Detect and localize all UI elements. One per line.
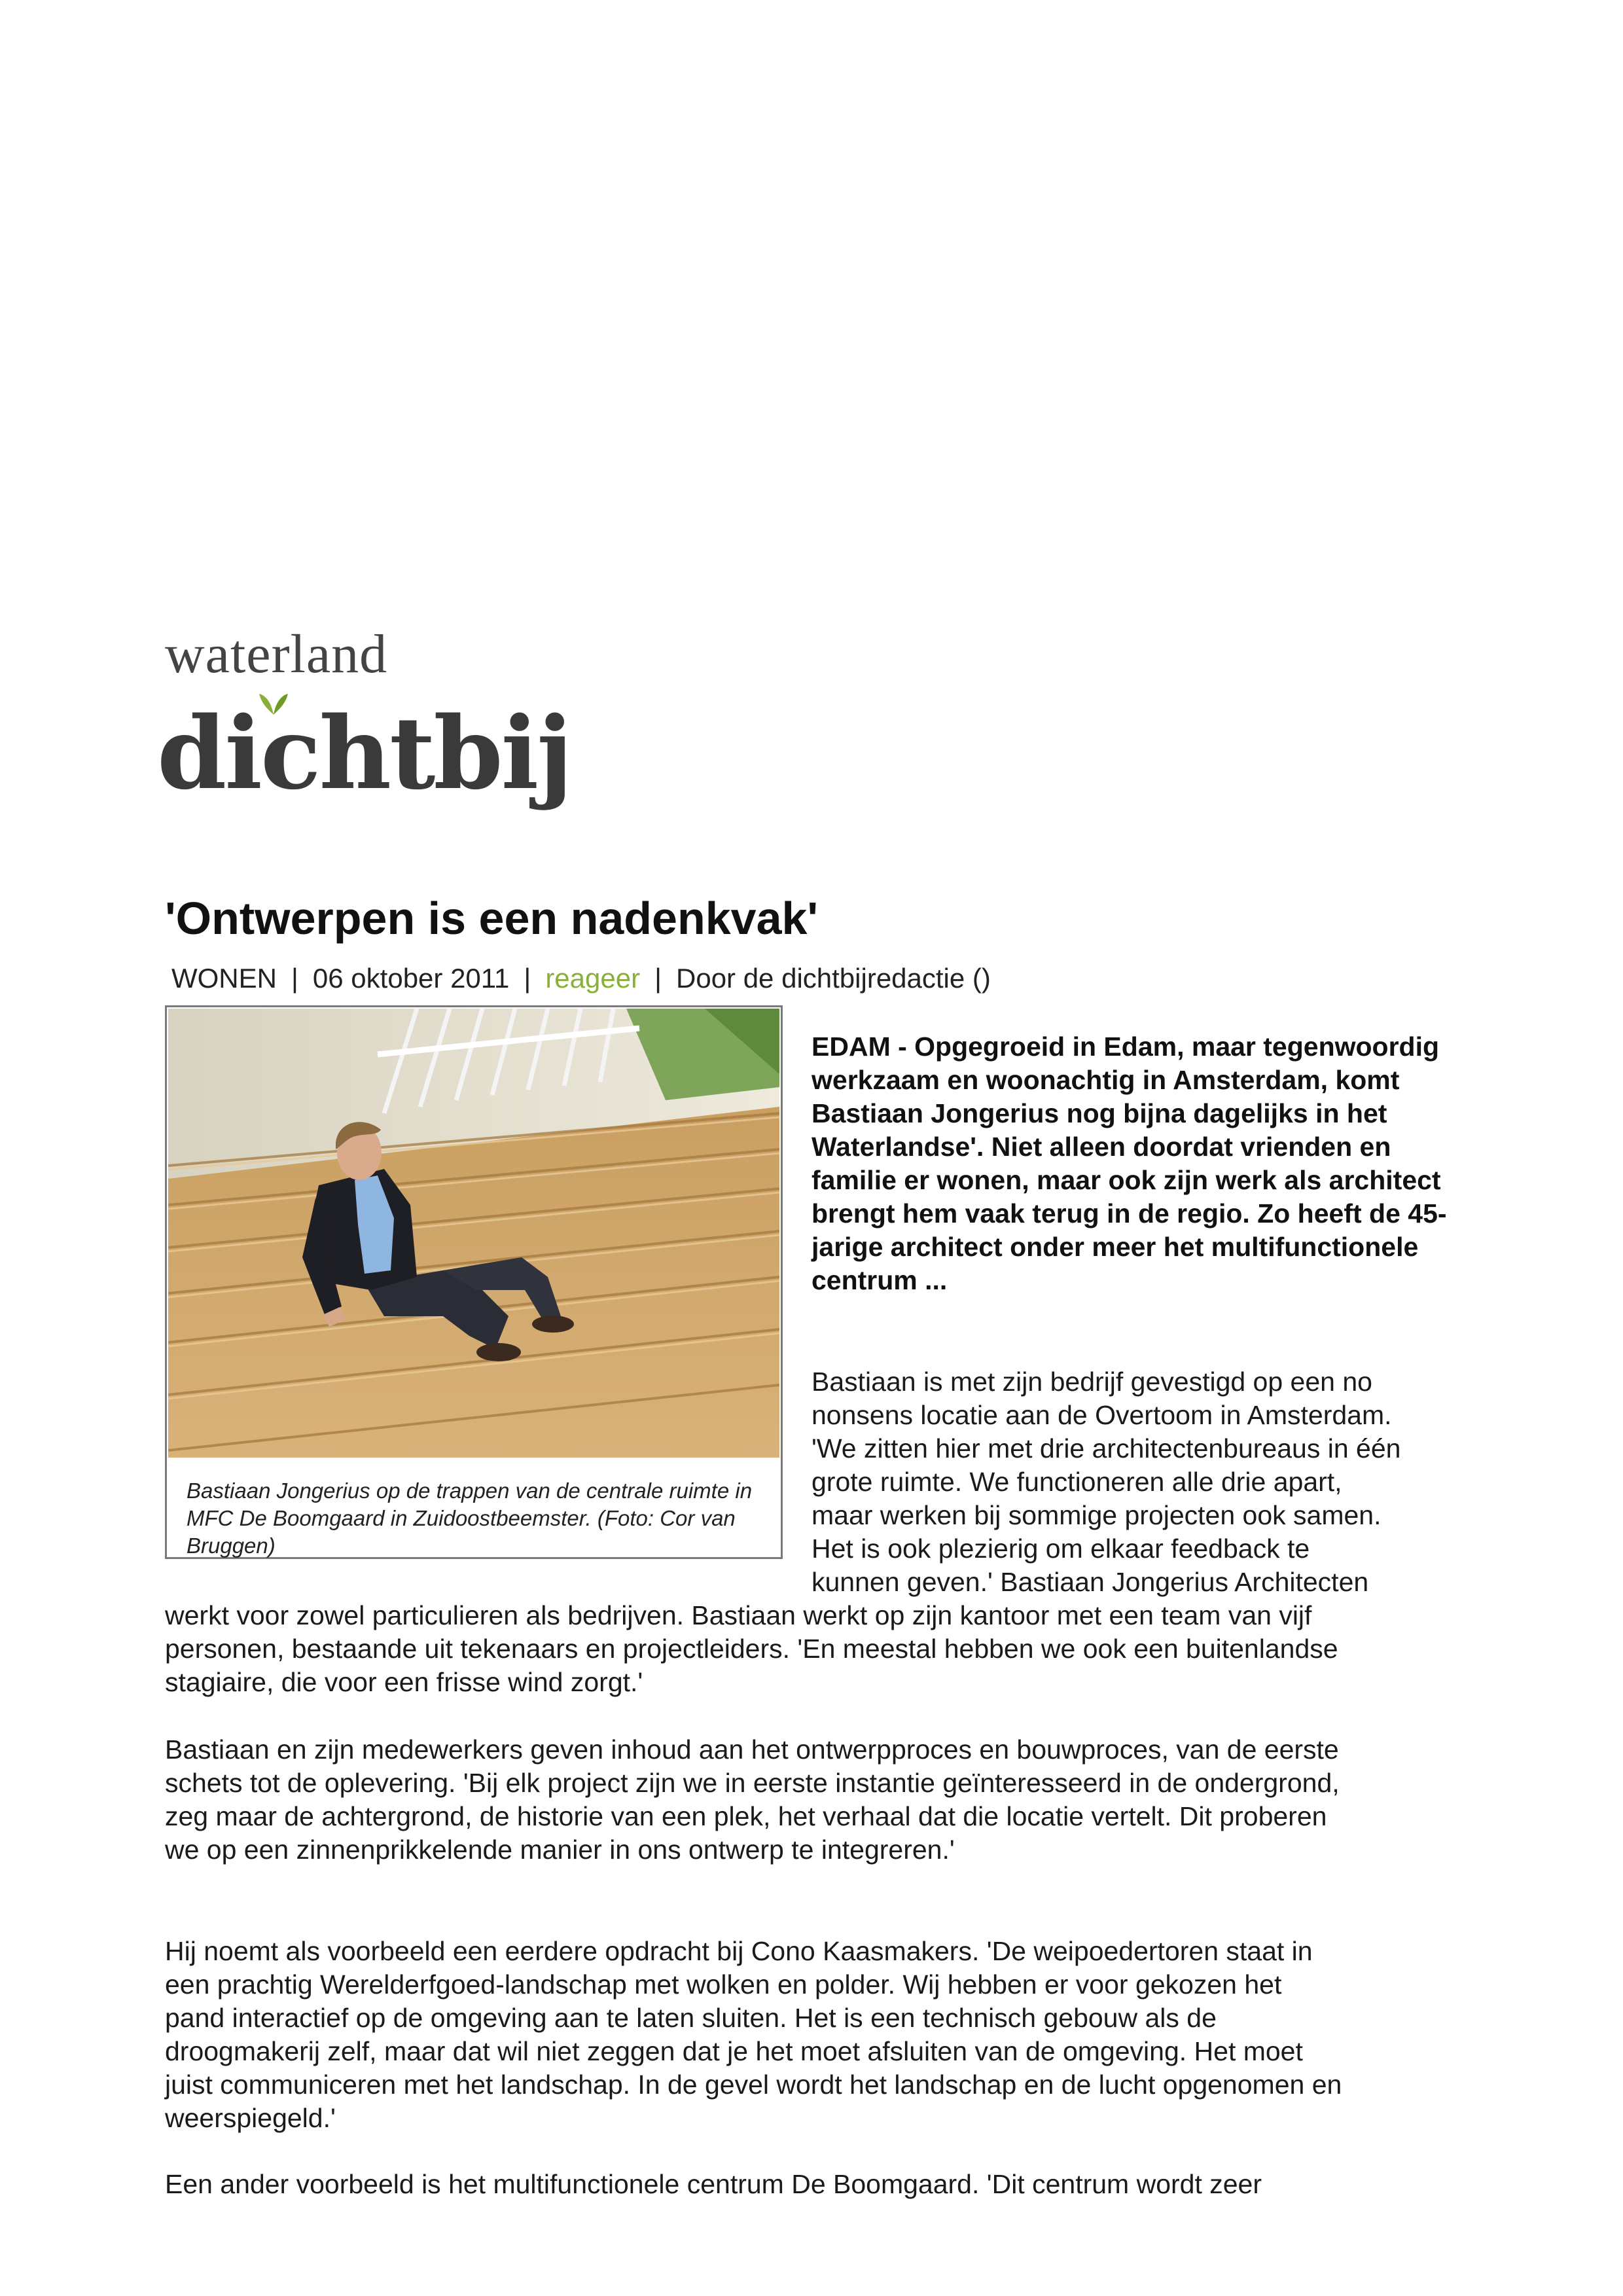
text-line: weerspiegeld.' xyxy=(165,2103,336,2133)
logo-waterland: waterland xyxy=(165,624,388,685)
category-label[interactable]: WONEN xyxy=(171,963,277,994)
logo-dichtbij: dichtbij xyxy=(157,694,571,812)
photo-caption: Bastiaan Jongerius op de trappen van de centrale ruimte in MFC De Boomgaard in Zuidoostbeemster. (Foto: Cor van Bruggen) xyxy=(187,1479,753,1558)
text-line: grote ruimte. We functioneren alle drie apart, xyxy=(812,1467,1342,1497)
text-line: personen, bestaande uit tekenaars en projectleiders. 'En meestal hebben we ook een buitenlandse xyxy=(165,1634,1338,1664)
paragraph-4 xyxy=(165,2168,1474,2201)
article-lede: EDAM - Opgegroeid in Edam, maar tegenwoordig werkzaam en woonachtig in Amsterdam, komt Bastiaan Jongerius nog bijna dagelijks in het Waterlandse'. Niet alleen doordat vrienden en familie er wonen, maar ook zijn werk als architect brengt hem vaak terug in de regio. Zo heeft de 45-jarige architect onder meer het multifunctionele centrum ... xyxy=(812,1031,1447,1295)
text-line: Bastiaan en zijn medewerkers geven inhoud aan het ontwerpproces en bouwproces, van de eerste xyxy=(165,1734,1339,1765)
meta-separator: | xyxy=(654,963,662,994)
text-line: zeg maar de achtergrond, de historie van een plek, het verhaal dat die locatie vertelt. Dit proberen xyxy=(165,1801,1327,1831)
article-meta xyxy=(171,965,991,992)
text-line: Hij noemt als voorbeeld een eerdere opdracht bij Cono Kaasmakers. 'De weipoedertoren staat in xyxy=(165,1936,1313,1966)
meta-separator: | xyxy=(524,963,531,994)
meta-separator: | xyxy=(291,963,298,994)
paragraph-1-continuation xyxy=(165,1599,1474,1699)
text-line: stagiaire, die voor een frisse wind zorgt.' xyxy=(165,1667,643,1697)
text-line: werkt voor zowel particulieren als bedrijven. Bastiaan werkt op zijn kantoor met een team van vijf xyxy=(165,1600,1312,1630)
text-line: een prachtig Werelderfgoed-landschap met wolken en polder. Wij hebben er voor gekozen het xyxy=(165,1969,1282,2000)
article-figure xyxy=(165,1005,783,1559)
text-line: juist communiceren met het landschap. In de gevel wordt het landschap en de lucht opgenomen en xyxy=(165,2070,1342,2100)
article-photo xyxy=(168,1009,779,1458)
text-line: Een ander voorbeeld is het multifunctionele centrum De Boomgaard. 'Dit centrum wordt zeer xyxy=(165,2169,1262,2199)
text-line: maar werken bij sommige projecten ook samen. xyxy=(812,1500,1382,1530)
article-date: 06 oktober 2011 xyxy=(312,963,510,994)
article-headline: 'Ontwerpen is een nadenkvak' xyxy=(165,893,819,944)
text-line: nonsens locatie aan de Overtoom in Amsterdam. xyxy=(812,1400,1392,1430)
text-line: schets tot de oplevering. 'Bij elk project zijn we in eerste instantie geïnteresseerd in de ondergrond, xyxy=(165,1768,1340,1798)
text-line: Bastiaan is met zijn bedrijf gevestigd op een no xyxy=(812,1367,1372,1397)
text-line: kunnen geven.' Bastiaan Jongerius Architecten xyxy=(812,1567,1369,1597)
text-line: droogmakerij zelf, maar dat wil niet zeggen dat je het moet afsluiten van de omgeving. Het moet xyxy=(165,2036,1303,2066)
reageer-link[interactable]: reageer xyxy=(545,963,641,994)
paragraph-2 xyxy=(165,1733,1474,1867)
text-line: 'We zitten hier met drie architectenbureaus in één xyxy=(812,1433,1401,1463)
text-line: Het is ook plezierig om elkaar feedback te xyxy=(812,1534,1310,1564)
paragraph-1-column xyxy=(812,1365,1472,1599)
text-line: pand interactief op de omgeving aan te laten sluiten. Het is een technisch gebouw als de xyxy=(165,2003,1217,2033)
article-byline: Door de dichtbijredactie () xyxy=(676,963,991,994)
paragraph-3 xyxy=(165,1935,1474,2135)
text-line: we op een zinnenprikkelende manier in ons ontwerp te integreren.' xyxy=(165,1835,955,1865)
